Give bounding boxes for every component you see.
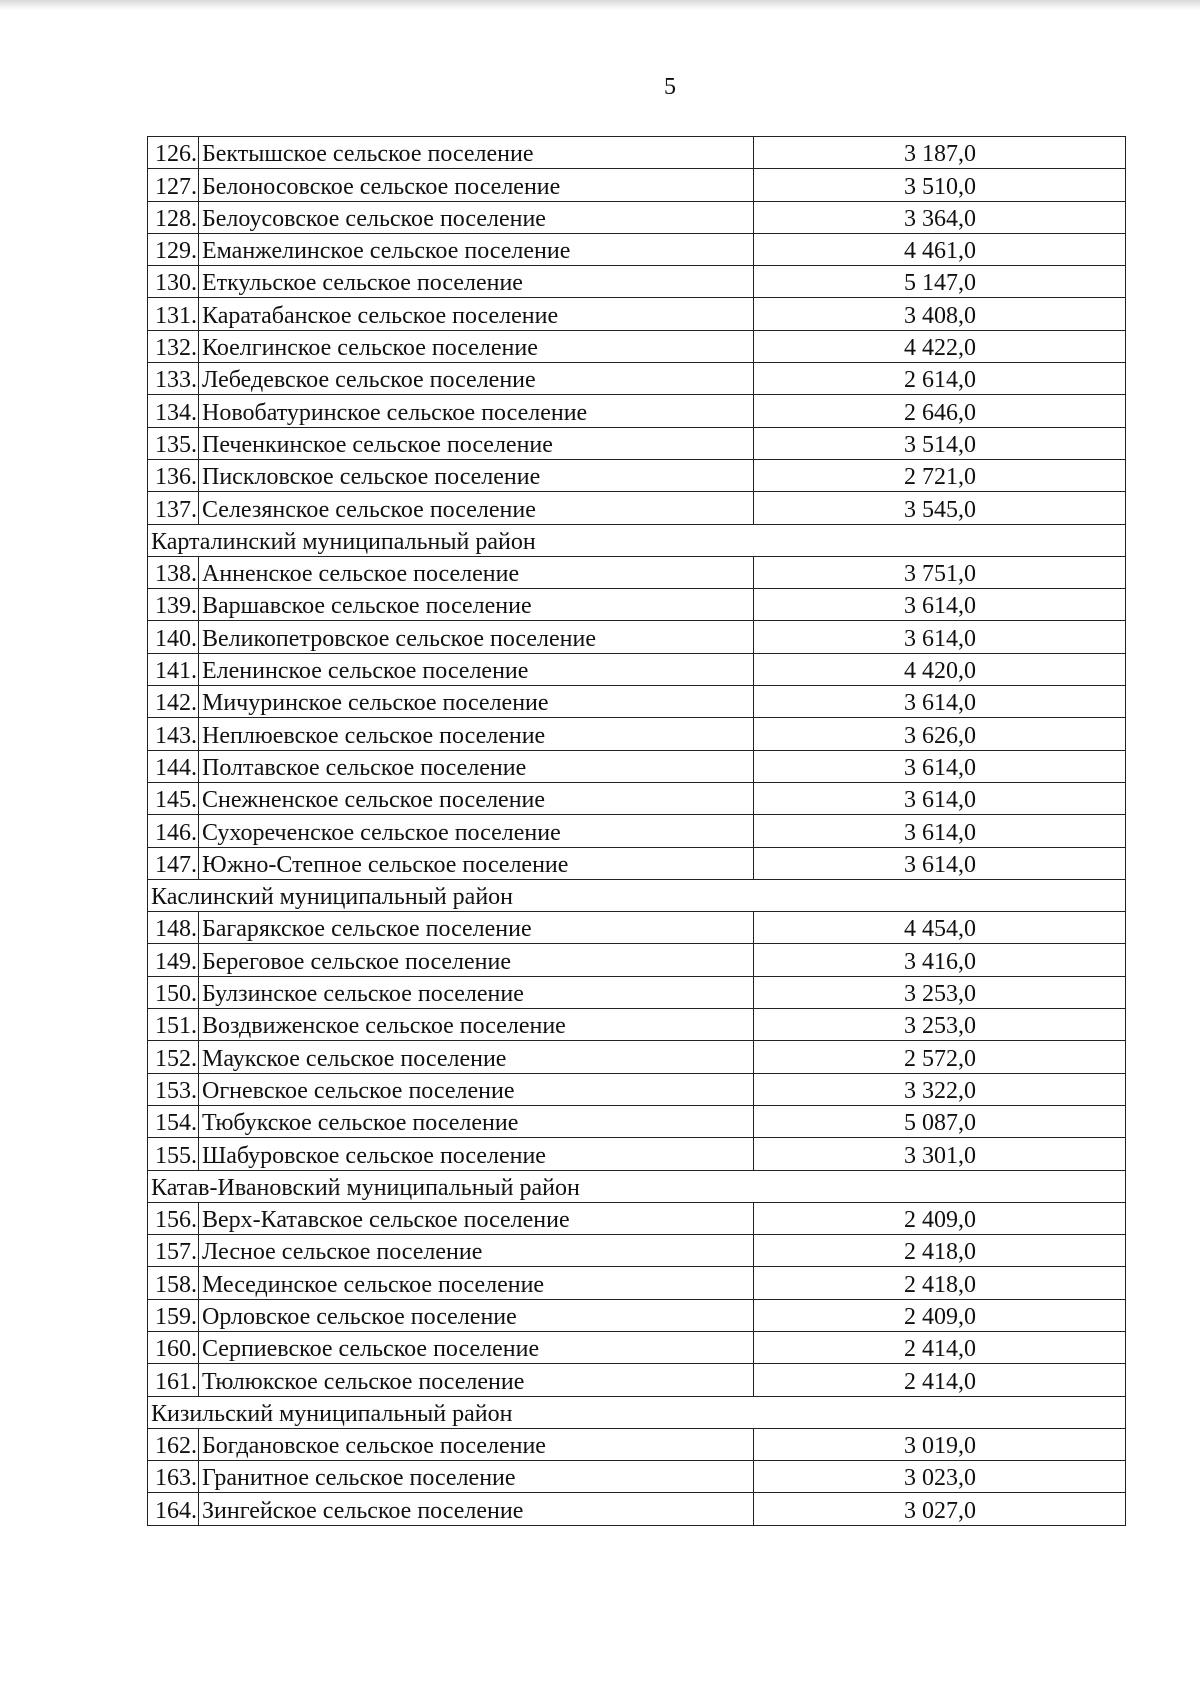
row-number: 153. (148, 1073, 199, 1105)
settlement-value: 2 614,0 (754, 363, 1126, 395)
table-row (148, 1461, 1126, 1493)
settlement-value: 3 253,0 (754, 976, 1126, 1008)
table-row (148, 1267, 1126, 1299)
row-number: 150. (148, 976, 199, 1008)
settlement-name: Великопетровское сельское поселение (199, 621, 754, 653)
row-number: 156. (148, 1202, 199, 1234)
settlement-value: 5 087,0 (754, 1105, 1126, 1137)
section-row (148, 1396, 1126, 1428)
settlement-value: 3 614,0 (754, 782, 1126, 814)
table-row (148, 298, 1126, 330)
row-number: 134. (148, 395, 199, 427)
table-row (148, 847, 1126, 879)
settlement-name: Воздвиженское сельское поселение (199, 1009, 754, 1041)
settlement-name: Снежненское сельское поселение (199, 782, 754, 814)
table-row (148, 1428, 1126, 1460)
table-row (148, 266, 1126, 298)
scan-edge (0, 0, 1200, 10)
table-row (148, 395, 1126, 427)
row-number: 130. (148, 266, 199, 298)
settlement-name: Печенкинское сельское поселение (199, 427, 754, 459)
settlement-name: Зингейское сельское поселение (199, 1493, 754, 1525)
settlement-value: 2 414,0 (754, 1331, 1126, 1363)
table-row (148, 1009, 1126, 1041)
table-row (148, 686, 1126, 718)
row-number: 152. (148, 1041, 199, 1073)
table-row (148, 1105, 1126, 1137)
table-row (148, 976, 1126, 1008)
row-number: 143. (148, 718, 199, 750)
settlement-name: Тюбукское сельское поселение (199, 1105, 754, 1137)
settlements-table (147, 136, 1126, 1526)
table-row (148, 1138, 1126, 1170)
settlement-value: 3 408,0 (754, 298, 1126, 330)
row-number: 161. (148, 1364, 199, 1396)
settlement-value: 3 614,0 (754, 815, 1126, 847)
settlement-name: Южно-Степное сельское поселение (199, 847, 754, 879)
settlement-name: Еманжелинское сельское поселение (199, 233, 754, 265)
settlement-value: 3 027,0 (754, 1493, 1126, 1525)
settlement-name: Береговое сельское поселение (199, 944, 754, 976)
table-row (148, 1202, 1126, 1234)
settlement-value: 2 414,0 (754, 1364, 1126, 1396)
settlement-name: Маукское сельское поселение (199, 1041, 754, 1073)
page-number: 5 (664, 74, 676, 100)
row-number: 145. (148, 782, 199, 814)
settlement-name: Шабуровское сельское поселение (199, 1138, 754, 1170)
settlement-value: 3 019,0 (754, 1428, 1126, 1460)
table-row (148, 201, 1126, 233)
row-number: 158. (148, 1267, 199, 1299)
row-number: 142. (148, 686, 199, 718)
row-number: 138. (148, 556, 199, 588)
settlement-name: Анненское сельское поселение (199, 556, 754, 588)
row-number: 131. (148, 298, 199, 330)
table-body (148, 137, 1126, 1526)
settlement-name: Полтавское сельское поселение (199, 750, 754, 782)
settlement-name: Месединское сельское поселение (199, 1267, 754, 1299)
settlement-value: 2 646,0 (754, 395, 1126, 427)
row-number: 141. (148, 653, 199, 685)
settlement-value: 3 514,0 (754, 427, 1126, 459)
section-title: Катав-Ивановский муниципальный район (148, 1170, 1126, 1202)
settlement-value: 3 322,0 (754, 1073, 1126, 1105)
table-row (148, 363, 1126, 395)
settlement-value: 5 147,0 (754, 266, 1126, 298)
table-row (148, 912, 1126, 944)
row-number: 160. (148, 1331, 199, 1363)
settlement-name: Варшавское сельское поселение (199, 589, 754, 621)
settlement-value: 3 614,0 (754, 847, 1126, 879)
row-number: 148. (148, 912, 199, 944)
table-row (148, 1364, 1126, 1396)
row-number: 162. (148, 1428, 199, 1460)
row-number: 129. (148, 233, 199, 265)
row-number: 126. (148, 137, 199, 169)
settlement-value: 2 409,0 (754, 1202, 1126, 1234)
table-row (148, 1235, 1126, 1267)
settlement-value: 4 454,0 (754, 912, 1126, 944)
settlement-name: Мичуринское сельское поселение (199, 686, 754, 718)
row-number: 159. (148, 1299, 199, 1331)
settlement-name: Неплюевское сельское поселение (199, 718, 754, 750)
settlement-value: 2 721,0 (754, 459, 1126, 491)
row-number: 127. (148, 169, 199, 201)
row-number: 151. (148, 1009, 199, 1041)
settlement-value: 4 422,0 (754, 330, 1126, 362)
row-number: 146. (148, 815, 199, 847)
row-number: 128. (148, 201, 199, 233)
table-row (148, 1073, 1126, 1105)
settlement-name: Огневское сельское поселение (199, 1073, 754, 1105)
table-row (148, 1493, 1126, 1525)
table-row (148, 330, 1126, 362)
row-number: 157. (148, 1235, 199, 1267)
settlement-value: 3 614,0 (754, 686, 1126, 718)
table-row (148, 653, 1126, 685)
settlement-name: Коелгинское сельское поселение (199, 330, 754, 362)
row-number: 132. (148, 330, 199, 362)
table-row (148, 169, 1126, 201)
settlement-value: 2 418,0 (754, 1235, 1126, 1267)
settlement-name: Багарякское сельское поселение (199, 912, 754, 944)
row-number: 149. (148, 944, 199, 976)
settlement-name: Тюлюкское сельское поселение (199, 1364, 754, 1396)
settlement-value: 3 545,0 (754, 492, 1126, 524)
settlement-name: Белоусовское сельское поселение (199, 201, 754, 233)
row-number: 140. (148, 621, 199, 653)
settlement-value: 3 187,0 (754, 137, 1126, 169)
settlement-value: 4 461,0 (754, 233, 1126, 265)
settlement-value: 3 510,0 (754, 169, 1126, 201)
settlement-name: Каратабанское сельское поселение (199, 298, 754, 330)
table-row (148, 782, 1126, 814)
section-title: Карталинский муниципальный район (148, 524, 1126, 556)
section-row (148, 524, 1126, 556)
table-row (148, 750, 1126, 782)
settlement-name: Булзинское сельское поселение (199, 976, 754, 1008)
table-row (148, 1041, 1126, 1073)
settlement-name: Богдановское сельское поселение (199, 1428, 754, 1460)
table-row (148, 137, 1126, 169)
row-number: 137. (148, 492, 199, 524)
section-row (148, 1170, 1126, 1202)
settlement-name: Белоносовское сельское поселение (199, 169, 754, 201)
settlement-name: Еткульское сельское поселение (199, 266, 754, 298)
section-row (148, 879, 1126, 911)
settlement-value: 3 614,0 (754, 589, 1126, 621)
settlement-name: Пискловское сельское поселение (199, 459, 754, 491)
settlement-name: Сухореченское сельское поселение (199, 815, 754, 847)
section-title: Каслинский муниципальный район (148, 879, 1126, 911)
table-row (148, 589, 1126, 621)
settlement-value: 4 420,0 (754, 653, 1126, 685)
row-number: 144. (148, 750, 199, 782)
table-row (148, 492, 1126, 524)
table-row (148, 815, 1126, 847)
settlement-value: 3 364,0 (754, 201, 1126, 233)
settlement-value: 2 572,0 (754, 1041, 1126, 1073)
table-row (148, 556, 1126, 588)
settlement-value: 3 416,0 (754, 944, 1126, 976)
settlement-value: 3 614,0 (754, 750, 1126, 782)
settlement-value: 2 418,0 (754, 1267, 1126, 1299)
row-number: 154. (148, 1105, 199, 1137)
row-number: 164. (148, 1493, 199, 1525)
row-number: 163. (148, 1461, 199, 1493)
settlement-value: 3 023,0 (754, 1461, 1126, 1493)
settlement-value: 3 301,0 (754, 1138, 1126, 1170)
row-number: 139. (148, 589, 199, 621)
settlement-name: Серпиевское сельское поселение (199, 1331, 754, 1363)
table-row (148, 427, 1126, 459)
row-number: 135. (148, 427, 199, 459)
settlement-name: Селезянское сельское поселение (199, 492, 754, 524)
settlement-name: Лесное сельское поселение (199, 1235, 754, 1267)
settlement-name: Орловское сельское поселение (199, 1299, 754, 1331)
settlement-value: 2 409,0 (754, 1299, 1126, 1331)
settlement-value: 3 751,0 (754, 556, 1126, 588)
settlement-name: Бектышское сельское поселение (199, 137, 754, 169)
table-row (148, 621, 1126, 653)
settlement-name: Еленинское сельское поселение (199, 653, 754, 685)
table-row (148, 1299, 1126, 1331)
settlement-value: 3 614,0 (754, 621, 1126, 653)
settlement-name: Верх-Катавское сельское поселение (199, 1202, 754, 1234)
settlement-name: Гранитное сельское поселение (199, 1461, 754, 1493)
table-row (148, 233, 1126, 265)
settlement-value: 3 253,0 (754, 1009, 1126, 1041)
table-row (148, 944, 1126, 976)
row-number: 155. (148, 1138, 199, 1170)
table-row (148, 1331, 1126, 1363)
row-number: 147. (148, 847, 199, 879)
table-row (148, 459, 1126, 491)
section-title: Кизильский муниципальный район (148, 1396, 1126, 1428)
settlement-name: Новобатуринское сельское поселение (199, 395, 754, 427)
row-number: 136. (148, 459, 199, 491)
table-row (148, 718, 1126, 750)
row-number: 133. (148, 363, 199, 395)
settlement-name: Лебедевское сельское поселение (199, 363, 754, 395)
settlement-value: 3 626,0 (754, 718, 1126, 750)
